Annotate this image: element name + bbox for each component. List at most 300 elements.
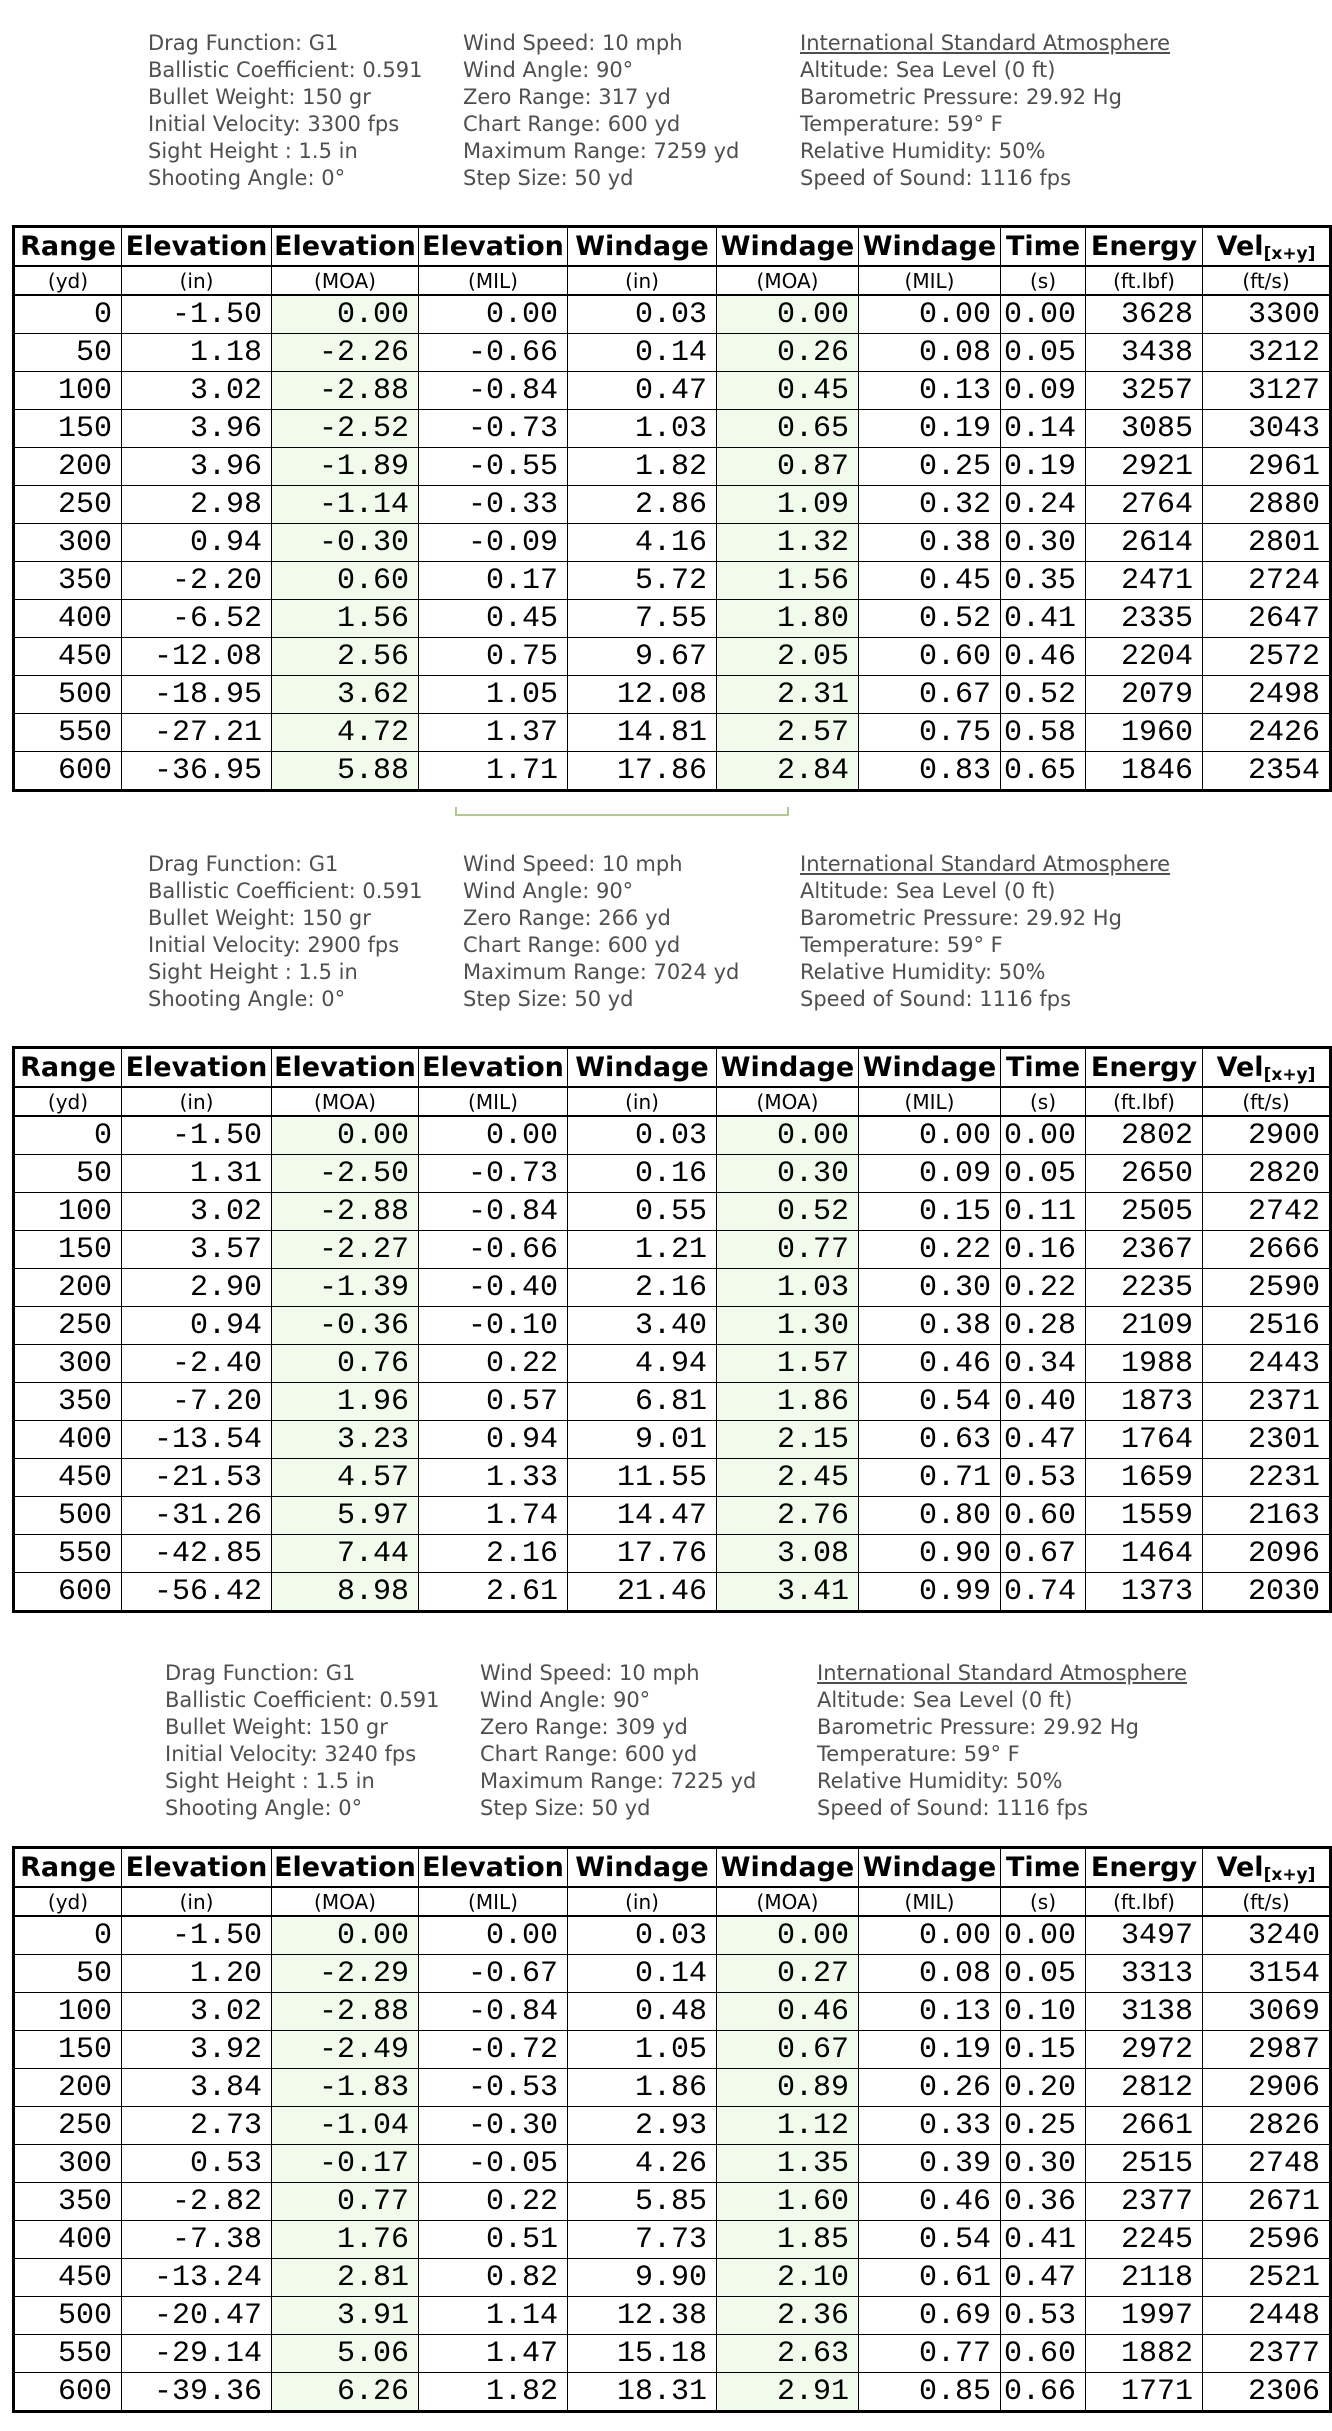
param-line-maximum-range: Maximum Range: 7225 yd xyxy=(480,1769,757,1793)
cell-windage-mil: 0.38 xyxy=(859,524,1001,562)
cell-windage-mil: 0.22 xyxy=(859,1231,1001,1269)
cell-time: 0.40 xyxy=(1001,1383,1086,1421)
param-line-bullet-weight: Bullet Weight: 150 gr xyxy=(148,85,371,109)
params-wind-range-column xyxy=(480,1660,817,1822)
cell-windage-moa: 1.35 xyxy=(717,2145,859,2183)
cell-elevation-in: -13.24 xyxy=(122,2259,272,2297)
cell-time: 0.28 xyxy=(1001,1307,1086,1345)
cell-elevation-moa: 8.98 xyxy=(272,1573,419,1612)
table-row xyxy=(14,638,1331,676)
cell-range: 50 xyxy=(14,334,122,372)
cell-windage-mil: 0.75 xyxy=(859,714,1001,752)
cell-energy: 2109 xyxy=(1086,1307,1203,1345)
unit-windage-in: (in) xyxy=(568,1087,717,1116)
cell-elevation-in: 3.92 xyxy=(122,2031,272,2069)
cell-time: 0.47 xyxy=(1001,2259,1086,2297)
cell-velocity: 2231 xyxy=(1203,1459,1331,1497)
cell-range: 450 xyxy=(14,638,122,676)
cell-energy: 2367 xyxy=(1086,1231,1203,1269)
cell-energy: 3497 xyxy=(1086,1916,1203,1955)
unit-elevation-mil: (MIL) xyxy=(419,266,568,295)
param-line-speed-of-sound: Speed of Sound: 1116 fps xyxy=(800,987,1072,1011)
cell-range: 100 xyxy=(14,1193,122,1231)
unit-elevation-in: (in) xyxy=(122,1887,272,1916)
unit-range: (yd) xyxy=(14,1887,122,1916)
column-header-windage-mil: Windage xyxy=(859,227,1001,267)
cell-elevation-mil: 0.00 xyxy=(419,1916,568,1955)
cell-elevation-moa: -1.89 xyxy=(272,448,419,486)
cell-windage-moa: 1.12 xyxy=(717,2107,859,2145)
cell-elevation-mil: -0.55 xyxy=(419,448,568,486)
table-row xyxy=(14,1993,1331,2031)
cell-windage-in: 4.26 xyxy=(568,2145,717,2183)
vel-subscript: [x+y] xyxy=(1263,244,1316,264)
params-projectile-column xyxy=(148,30,463,192)
table-row xyxy=(14,2373,1331,2412)
param-line-zero-range: Zero Range: 309 yd xyxy=(480,1715,688,1739)
cell-elevation-mil: 1.74 xyxy=(419,1497,568,1535)
cell-elevation-in: -1.50 xyxy=(122,1116,272,1155)
cell-range: 200 xyxy=(14,1269,122,1307)
param-line-zero-range: Zero Range: 317 yd xyxy=(463,85,671,109)
cell-energy: 1960 xyxy=(1086,714,1203,752)
table-row xyxy=(14,448,1331,486)
cell-elevation-in: -18.95 xyxy=(122,676,272,714)
cell-windage-mil: 0.60 xyxy=(859,638,1001,676)
cell-windage-in: 2.16 xyxy=(568,1269,717,1307)
cell-windage-in: 0.55 xyxy=(568,1193,717,1231)
cell-elevation-mil: -0.53 xyxy=(419,2069,568,2107)
cell-energy: 1464 xyxy=(1086,1535,1203,1573)
cell-elevation-moa: -2.88 xyxy=(272,1193,419,1231)
cell-windage-in: 17.76 xyxy=(568,1535,717,1573)
cell-velocity: 2306 xyxy=(1203,2373,1331,2412)
cell-windage-in: 2.86 xyxy=(568,486,717,524)
table-row xyxy=(14,1573,1331,1612)
atmosphere-title: International Standard Atmosphere xyxy=(800,31,1171,55)
param-line-wind-speed: Wind Speed: 10 mph xyxy=(463,852,683,876)
cell-elevation-moa: -1.83 xyxy=(272,2069,419,2107)
cell-time: 0.30 xyxy=(1001,524,1086,562)
param-line-relative-humidity: Relative Humidity: 50% xyxy=(800,960,1046,984)
column-header-energy: Energy xyxy=(1086,227,1203,267)
cell-windage-in: 0.03 xyxy=(568,295,717,334)
param-line-speed-of-sound: Speed of Sound: 1116 fps xyxy=(817,1796,1089,1820)
cell-energy: 2471 xyxy=(1086,562,1203,600)
cell-windage-mil: 0.67 xyxy=(859,676,1001,714)
cell-range: 300 xyxy=(14,1345,122,1383)
table-row xyxy=(14,2031,1331,2069)
cell-elevation-mil: 2.61 xyxy=(419,1573,568,1612)
cell-windage-moa: 2.10 xyxy=(717,2259,859,2297)
vel-subscript: [x+y] xyxy=(1263,1865,1316,1885)
cell-time: 0.19 xyxy=(1001,448,1086,486)
cell-windage-in: 18.31 xyxy=(568,2373,717,2412)
cell-time: 0.52 xyxy=(1001,676,1086,714)
trajectory-card xyxy=(0,851,1332,1613)
param-line-bullet-weight: Bullet Weight: 150 gr xyxy=(148,906,371,930)
cell-elevation-mil: -0.67 xyxy=(419,1955,568,1993)
cell-range: 400 xyxy=(14,1421,122,1459)
cell-elevation-in: 0.94 xyxy=(122,524,272,562)
param-line-zero-range: Zero Range: 266 yd xyxy=(463,906,671,930)
unit-elevation-moa: (MOA) xyxy=(272,266,419,295)
units-row xyxy=(14,1087,1331,1116)
cell-windage-moa: 0.87 xyxy=(717,448,859,486)
cell-windage-in: 11.55 xyxy=(568,1459,717,1497)
params-wind-range-column xyxy=(463,30,800,192)
cell-elevation-mil: -0.66 xyxy=(419,334,568,372)
cell-elevation-mil: 0.51 xyxy=(419,2221,568,2259)
param-line-step-size: Step Size: 50 yd xyxy=(480,1796,651,1820)
column-header-time: Time xyxy=(1001,1848,1086,1888)
column-header-elevation-moa: Elevation xyxy=(272,1048,419,1088)
table-row xyxy=(14,1116,1331,1155)
cell-range: 450 xyxy=(14,2259,122,2297)
param-line-chart-range: Chart Range: 600 yd xyxy=(480,1742,698,1766)
cell-elevation-in: -12.08 xyxy=(122,638,272,676)
table-row xyxy=(14,1307,1331,1345)
table-row xyxy=(14,1269,1331,1307)
param-line-temperature: Temperature: 59° F xyxy=(800,933,1003,957)
cell-windage-mil: 0.77 xyxy=(859,2335,1001,2373)
cell-energy: 2118 xyxy=(1086,2259,1203,2297)
cell-windage-mil: 0.00 xyxy=(859,295,1001,334)
cell-elevation-in: 3.02 xyxy=(122,372,272,410)
cell-elevation-mil: -0.05 xyxy=(419,2145,568,2183)
cell-energy: 1846 xyxy=(1086,752,1203,791)
cell-velocity: 2572 xyxy=(1203,638,1331,676)
cell-elevation-in: -27.21 xyxy=(122,714,272,752)
cell-elevation-mil: 0.94 xyxy=(419,1421,568,1459)
cell-elevation-in: 2.98 xyxy=(122,486,272,524)
cell-elevation-moa: -2.88 xyxy=(272,372,419,410)
cell-windage-moa: 1.56 xyxy=(717,562,859,600)
cell-elevation-moa: -2.88 xyxy=(272,1993,419,2031)
column-header-elevation-moa: Elevation xyxy=(272,227,419,267)
cell-time: 0.35 xyxy=(1001,562,1086,600)
cell-elevation-mil: -0.73 xyxy=(419,1155,568,1193)
cell-windage-mil: 0.38 xyxy=(859,1307,1001,1345)
cell-energy: 2802 xyxy=(1086,1116,1203,1155)
param-line-drag-function: Drag Function: G1 xyxy=(165,1661,356,1685)
param-line-ballistic-coefficient: Ballistic Coefficient: 0.591 xyxy=(148,58,423,82)
column-header-range: Range xyxy=(14,1048,122,1088)
cell-energy: 1997 xyxy=(1086,2297,1203,2335)
cell-elevation-moa: 5.97 xyxy=(272,1497,419,1535)
cell-velocity: 2666 xyxy=(1203,1231,1331,1269)
cell-elevation-moa: 0.00 xyxy=(272,295,419,334)
cell-windage-mil: 0.15 xyxy=(859,1193,1001,1231)
cell-elevation-in: -7.38 xyxy=(122,2221,272,2259)
cell-velocity: 3240 xyxy=(1203,1916,1331,1955)
cell-elevation-mil: -0.84 xyxy=(419,372,568,410)
cell-windage-mil: 0.46 xyxy=(859,2183,1001,2221)
cell-range: 150 xyxy=(14,2031,122,2069)
cell-velocity: 2426 xyxy=(1203,714,1331,752)
param-line-sight-height: Sight Height : 1.5 in xyxy=(148,139,358,163)
param-line-wind-angle: Wind Angle: 90° xyxy=(463,879,634,903)
unit-windage-moa: (MOA) xyxy=(717,266,859,295)
unit-windage-mil: (MIL) xyxy=(859,1087,1001,1116)
cell-energy: 3085 xyxy=(1086,410,1203,448)
cell-elevation-moa: -2.49 xyxy=(272,2031,419,2069)
cell-windage-in: 0.14 xyxy=(568,334,717,372)
param-line-shooting-angle: Shooting Angle: 0° xyxy=(165,1796,363,1820)
cell-windage-moa: 0.00 xyxy=(717,1916,859,1955)
cell-range: 250 xyxy=(14,2107,122,2145)
unit-windage-mil: (MIL) xyxy=(859,266,1001,295)
trajectory-table-body xyxy=(14,295,1331,791)
cell-windage-mil: 0.90 xyxy=(859,1535,1001,1573)
cell-windage-in: 12.08 xyxy=(568,676,717,714)
cell-elevation-in: 1.18 xyxy=(122,334,272,372)
cell-elevation-moa: 7.44 xyxy=(272,1535,419,1573)
param-line-wind-speed: Wind Speed: 10 mph xyxy=(480,1661,700,1685)
cell-elevation-moa: -2.52 xyxy=(272,410,419,448)
column-header-row xyxy=(14,1848,1331,1888)
vel-subscript: [x+y] xyxy=(1263,1065,1316,1085)
cell-range: 50 xyxy=(14,1955,122,1993)
param-line-barometric-pressure: Barometric Pressure: 29.92 Hg xyxy=(817,1715,1139,1739)
cell-energy: 3138 xyxy=(1086,1993,1203,2031)
params-atmosphere-column xyxy=(800,30,1332,192)
table-row xyxy=(14,1421,1331,1459)
table-row xyxy=(14,600,1331,638)
cell-elevation-in: -2.82 xyxy=(122,2183,272,2221)
cell-elevation-in: -29.14 xyxy=(122,2335,272,2373)
unit-energy: (ft.lbf) xyxy=(1086,266,1203,295)
cell-elevation-moa: 3.91 xyxy=(272,2297,419,2335)
trajectory-table-body xyxy=(14,1916,1331,2412)
cell-elevation-in: 2.73 xyxy=(122,2107,272,2145)
cell-windage-mil: 0.80 xyxy=(859,1497,1001,1535)
cell-elevation-moa: -0.30 xyxy=(272,524,419,562)
cell-range: 600 xyxy=(14,1573,122,1612)
param-line-initial-velocity: Initial Velocity: 3300 fps xyxy=(148,112,400,136)
cell-elevation-moa: 5.06 xyxy=(272,2335,419,2373)
param-line-temperature: Temperature: 59° F xyxy=(800,112,1003,136)
param-line-barometric-pressure: Barometric Pressure: 29.92 Hg xyxy=(800,906,1122,930)
unit-time: (s) xyxy=(1001,1887,1086,1916)
cell-energy: 2235 xyxy=(1086,1269,1203,1307)
cell-velocity: 2516 xyxy=(1203,1307,1331,1345)
cell-velocity: 3300 xyxy=(1203,295,1331,334)
cell-windage-moa: 1.80 xyxy=(717,600,859,638)
cell-elevation-in: -1.50 xyxy=(122,1916,272,1955)
cell-time: 0.20 xyxy=(1001,2069,1086,2107)
cell-windage-moa: 0.65 xyxy=(717,410,859,448)
column-header-energy: Energy xyxy=(1086,1848,1203,1888)
cell-windage-in: 12.38 xyxy=(568,2297,717,2335)
cell-energy: 2921 xyxy=(1086,448,1203,486)
cell-elevation-mil: 0.17 xyxy=(419,562,568,600)
table-row xyxy=(14,410,1331,448)
table-row xyxy=(14,1155,1331,1193)
cell-elevation-moa: 6.26 xyxy=(272,2373,419,2412)
table-row xyxy=(14,2259,1331,2297)
cell-elevation-moa: -2.50 xyxy=(272,1155,419,1193)
cell-velocity: 3212 xyxy=(1203,334,1331,372)
table-row xyxy=(14,752,1331,791)
unit-elevation-moa: (MOA) xyxy=(272,1087,419,1116)
cell-windage-moa: 1.03 xyxy=(717,1269,859,1307)
trajectory-card xyxy=(0,1660,1332,2413)
trajectory-section-1 xyxy=(0,30,1332,792)
cell-elevation-mil: 0.57 xyxy=(419,1383,568,1421)
cell-elevation-in: -1.50 xyxy=(122,295,272,334)
cell-windage-moa: 0.52 xyxy=(717,1193,859,1231)
cell-elevation-mil: 0.22 xyxy=(419,2183,568,2221)
cell-windage-moa: 1.85 xyxy=(717,2221,859,2259)
cell-windage-moa: 0.46 xyxy=(717,1993,859,2031)
cell-velocity: 2987 xyxy=(1203,2031,1331,2069)
cell-velocity: 2596 xyxy=(1203,2221,1331,2259)
column-header-windage-moa: Windage xyxy=(717,227,859,267)
cell-windage-mil: 0.19 xyxy=(859,2031,1001,2069)
unit-elevation-mil: (MIL) xyxy=(419,1887,568,1916)
atmosphere-title: International Standard Atmosphere xyxy=(817,1661,1188,1685)
cell-windage-in: 1.82 xyxy=(568,448,717,486)
cell-windage-moa: 2.76 xyxy=(717,1497,859,1535)
cell-elevation-in: -42.85 xyxy=(122,1535,272,1573)
cell-windage-in: 0.14 xyxy=(568,1955,717,1993)
cell-energy: 2972 xyxy=(1086,2031,1203,2069)
cell-windage-mil: 0.33 xyxy=(859,2107,1001,2145)
cell-elevation-moa: 5.88 xyxy=(272,752,419,791)
cell-windage-moa: 1.57 xyxy=(717,1345,859,1383)
cell-windage-in: 1.05 xyxy=(568,2031,717,2069)
cell-elevation-moa: -1.04 xyxy=(272,2107,419,2145)
table-row xyxy=(14,714,1331,752)
param-line-initial-velocity: Initial Velocity: 2900 fps xyxy=(148,933,400,957)
cell-elevation-moa: -2.29 xyxy=(272,1955,419,1993)
unit-energy: (ft.lbf) xyxy=(1086,1087,1203,1116)
cell-range: 500 xyxy=(14,2297,122,2335)
cell-windage-moa: 1.09 xyxy=(717,486,859,524)
trajectory-table xyxy=(12,1046,1332,1613)
cell-windage-mil: 0.09 xyxy=(859,1155,1001,1193)
cell-elevation-in: -39.36 xyxy=(122,2373,272,2412)
table-row xyxy=(14,1459,1331,1497)
cell-windage-mil: 0.13 xyxy=(859,372,1001,410)
cell-elevation-mil: -0.84 xyxy=(419,1193,568,1231)
truncated-divider-bracket xyxy=(455,807,789,816)
cell-time: 0.05 xyxy=(1001,334,1086,372)
cell-elevation-mil: 1.14 xyxy=(419,2297,568,2335)
cell-windage-mil: 0.00 xyxy=(859,1116,1001,1155)
cell-windage-in: 17.86 xyxy=(568,752,717,791)
cell-time: 0.74 xyxy=(1001,1573,1086,1612)
param-line-wind-angle: Wind Angle: 90° xyxy=(463,58,634,82)
column-header-elevation-mil: Elevation xyxy=(419,1848,568,1888)
cell-energy: 2764 xyxy=(1086,486,1203,524)
cell-windage-in: 3.40 xyxy=(568,1307,717,1345)
cell-energy: 2245 xyxy=(1086,2221,1203,2259)
cell-time: 0.60 xyxy=(1001,2335,1086,2373)
cell-windage-moa: 2.36 xyxy=(717,2297,859,2335)
cell-elevation-in: 2.90 xyxy=(122,1269,272,1307)
cell-windage-in: 9.67 xyxy=(568,638,717,676)
param-line-wind-speed: Wind Speed: 10 mph xyxy=(463,31,683,55)
cell-windage-mil: 0.13 xyxy=(859,1993,1001,2031)
cell-windage-in: 6.81 xyxy=(568,1383,717,1421)
cell-windage-moa: 3.08 xyxy=(717,1535,859,1573)
cell-time: 0.60 xyxy=(1001,1497,1086,1535)
cell-energy: 2650 xyxy=(1086,1155,1203,1193)
cell-energy: 2204 xyxy=(1086,638,1203,676)
cell-elevation-moa: 0.60 xyxy=(272,562,419,600)
column-header-windage-in: Windage xyxy=(568,227,717,267)
param-line-altitude: Altitude: Sea Level (0 ft) xyxy=(800,58,1056,82)
cell-time: 0.15 xyxy=(1001,2031,1086,2069)
params-wind-range-column xyxy=(463,851,800,1013)
cell-windage-moa: 2.63 xyxy=(717,2335,859,2373)
cell-energy: 3438 xyxy=(1086,334,1203,372)
param-line-drag-function: Drag Function: G1 xyxy=(148,852,339,876)
cell-velocity: 3154 xyxy=(1203,1955,1331,1993)
column-header-elevation-moa: Elevation xyxy=(272,1848,419,1888)
cell-elevation-in: -6.52 xyxy=(122,600,272,638)
cell-windage-mil: 0.45 xyxy=(859,562,1001,600)
cell-windage-moa: 2.91 xyxy=(717,2373,859,2412)
cell-range: 250 xyxy=(14,486,122,524)
column-header-windage-moa: Windage xyxy=(717,1048,859,1088)
cell-elevation-moa: 3.62 xyxy=(272,676,419,714)
cell-velocity: 2301 xyxy=(1203,1421,1331,1459)
cell-windage-mil: 0.52 xyxy=(859,600,1001,638)
trajectory-table xyxy=(12,225,1332,792)
cell-elevation-moa: -0.17 xyxy=(272,2145,419,2183)
column-header-velocity: Vel$_{[x+y]}$ xyxy=(1203,227,1331,267)
column-header-time: Time xyxy=(1001,1048,1086,1088)
cell-velocity: 2724 xyxy=(1203,562,1331,600)
cell-windage-in: 7.55 xyxy=(568,600,717,638)
cell-windage-moa: 2.05 xyxy=(717,638,859,676)
table-row xyxy=(14,2335,1331,2373)
cell-velocity: 2590 xyxy=(1203,1269,1331,1307)
cell-windage-moa: 0.89 xyxy=(717,2069,859,2107)
cell-velocity: 2371 xyxy=(1203,1383,1331,1421)
cell-windage-mil: 0.08 xyxy=(859,1955,1001,1993)
cell-range: 350 xyxy=(14,2183,122,2221)
param-line-altitude: Altitude: Sea Level (0 ft) xyxy=(800,879,1056,903)
cell-energy: 1659 xyxy=(1086,1459,1203,1497)
cell-time: 0.16 xyxy=(1001,1231,1086,1269)
cell-windage-mil: 0.54 xyxy=(859,2221,1001,2259)
cell-velocity: 2801 xyxy=(1203,524,1331,562)
column-header-elevation-in: Elevation xyxy=(122,1048,272,1088)
cell-windage-in: 1.03 xyxy=(568,410,717,448)
cell-elevation-in: 1.20 xyxy=(122,1955,272,1993)
cell-elevation-moa: 0.77 xyxy=(272,2183,419,2221)
cell-range: 0 xyxy=(14,1116,122,1155)
unit-range: (yd) xyxy=(14,266,122,295)
cell-elevation-mil: -0.09 xyxy=(419,524,568,562)
trajectory-table xyxy=(12,1846,1332,2413)
unit-velocity: (ft/s) xyxy=(1203,1887,1331,1916)
cell-time: 0.11 xyxy=(1001,1193,1086,1231)
cell-windage-mil: 0.83 xyxy=(859,752,1001,791)
param-line-chart-range: Chart Range: 600 yd xyxy=(463,112,681,136)
cell-windage-in: 5.72 xyxy=(568,562,717,600)
cell-elevation-mil: -0.73 xyxy=(419,410,568,448)
cell-elevation-mil: 2.16 xyxy=(419,1535,568,1573)
column-header-range: Range xyxy=(14,1848,122,1888)
cell-velocity: 2443 xyxy=(1203,1345,1331,1383)
cell-elevation-mil: -0.66 xyxy=(419,1231,568,1269)
cell-elevation-mil: 0.22 xyxy=(419,1345,568,1383)
